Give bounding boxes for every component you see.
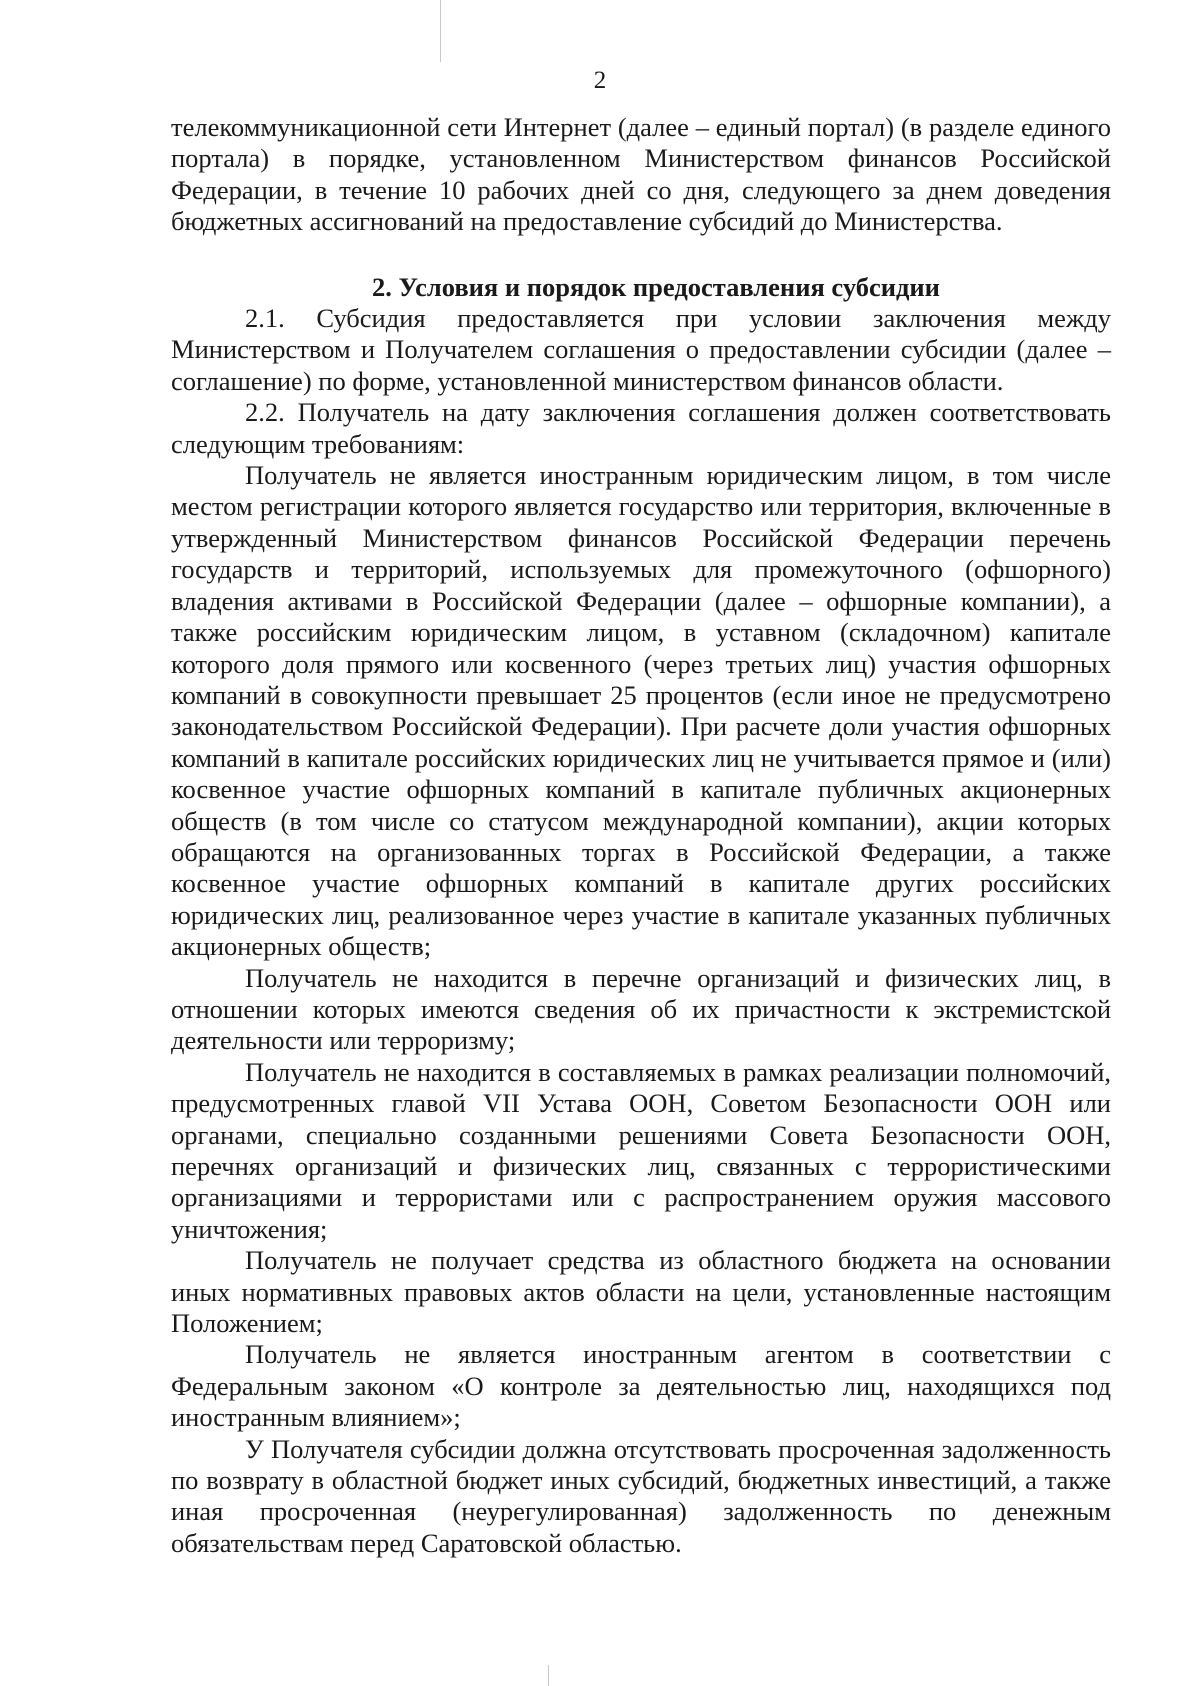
document-body: [171, 112, 1111, 1559]
intro-paragraph: телекоммуникационной сети Интернет (далее – единый портал) (в разделе единого портала) в порядке, установленном Министерством финансов Российской Федерации, в течение 10 рабочих дней со дня, следующего за днем доведения бюджетных ассигнований на предоставление субсидий до Министерства.: [171, 112, 1111, 237]
paragraph-2-1: 2.1. Субсидия предоставляется при условии заключения между Министерством и Получателем соглашения о предоставлении субсидии (далее – соглашение) по форме, установленной министерством финансов области.: [171, 303, 1111, 396]
requirement-extremism: Получатель не находится в перечне организаций и физических лиц, в отношении которых имеются сведения об их причастности к экстремистской деятельности или терроризму;: [171, 962, 1111, 1056]
paragraph-2-2: 2.2. Получатель на дату заключения соглашения должен соответствовать следующим требованиям:: [171, 397, 1111, 459]
requirement-other-funds: Получатель не получает средства из областного бюджета на основании иных нормативных правовых актов области на цели, установленные настоящим Положением;: [171, 1245, 1111, 1339]
requirement-foreign-agent: Получатель не является иностранным агентом в соответствии с Федеральным законом «О контроле за деятельностью лиц, находящихся под иностранным влиянием»;: [171, 1339, 1111, 1433]
requirement-no-debt: У Получателя субсидии должна отсутствовать просроченная задолженность по возврату в областной бюджет иных субсидий, бюджетных инвестиций, а также иная просроченная (неурегулированная) задолженность по денежным обязательствам перед Саратовской областью.: [171, 1433, 1111, 1558]
section-heading: 2. Условия и порядок предоставления субсидии: [372, 271, 940, 302]
page-number: 2: [593, 67, 607, 94]
requirement-un-lists: Получатель не находится в составляемых в рамках реализации полномочий, предусмотренных главой VII Устава ООН, Советом Безопасности ООН или органами, специально созданными решениями Совета Безопасности ООН, перечнях организаций и физических лиц, связанных с террористическими организациями и террористами или с распространением оружия массового уничтожения;: [171, 1056, 1111, 1244]
scan-mark-top: [440, 0, 441, 62]
scan-mark-bottom: [548, 1665, 549, 1686]
requirement-offshore: Получатель не является иностранным юридическим лицом, в том числе местом регистрации которого является государство или территория, включенные в утвержденный Министерством финансов Российской Федерации перечень государств и территорий, используемых для промежуточного (офшорного) владения активами в Российской Федерации (далее – офшорные компании), а также российским юридическим лицом, в уставном (складочном) капитале которого доля прямого или косвенного (через третьих лиц) участия офшорных компаний в совокупности превышает 25 процентов (если иное не предусмотрено законодательством Российской Федерации). При расчете доли участия офшорных компаний в капитале российских юридических лиц не учитывается прямое и (или) косвенное участие офшорных компаний в капитале публичных акционерных обществ (в том числе со статусом международной компании), акции которых обращаются на организованных торгах в Российской Федерации, а также косвенное участие офшорных компаний в капитале других российских юридических лиц, реализованное через участие в капитале указанных публичных акционерных обществ;: [171, 460, 1111, 962]
